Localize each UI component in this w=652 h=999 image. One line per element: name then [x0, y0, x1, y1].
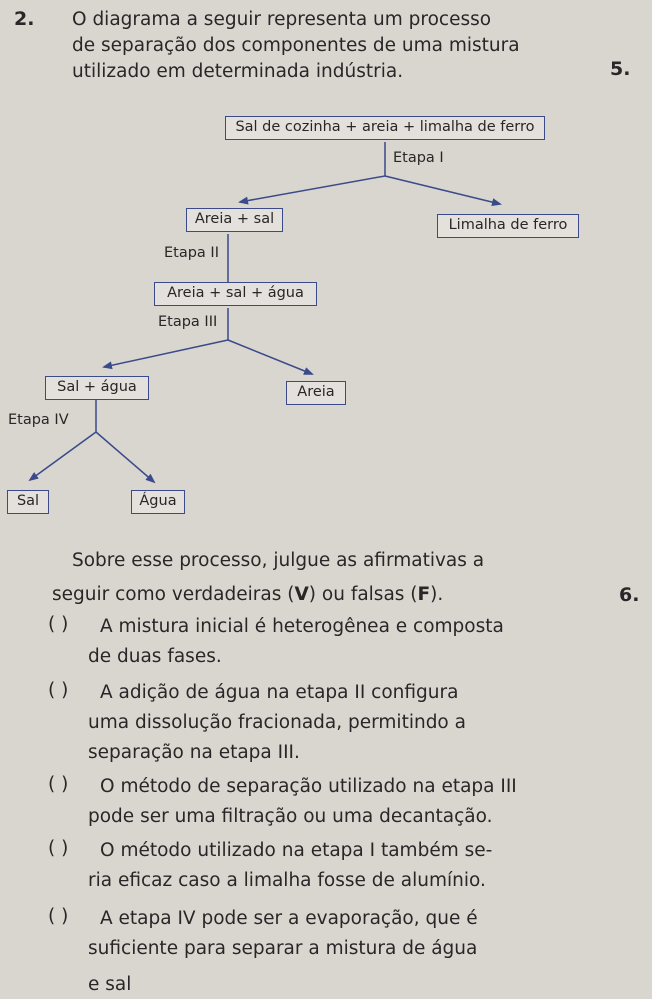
statement-4-line-2: ria eficaz caso a limalha fosse de alumínio. — [88, 870, 486, 891]
node-sal: Sal — [7, 490, 49, 514]
node-initial-mixture: Sal de cozinha + areia + limalha de ferro — [225, 116, 545, 140]
step-label-2: Etapa II — [164, 245, 219, 261]
statement-4-line-1: O método utilizado na etapa I também se- — [100, 840, 493, 861]
step-label-3: Etapa III — [158, 314, 218, 330]
statement-3-line-1: O método de separação utilizado na etapa III — [100, 776, 517, 797]
margin-number-6: 6. — [619, 584, 640, 606]
node-areia-sal: Areia + sal — [186, 208, 283, 232]
statement-1-mark: ( ) — [48, 614, 69, 635]
statement-2-line-2: uma dissolução fracionada, permitindo a — [88, 712, 466, 733]
statement-3-line-2: pode ser uma filtração ou uma decantação. — [88, 806, 493, 827]
statement-2-mark: ( ) — [48, 680, 69, 701]
statement-3-mark: ( ) — [48, 774, 69, 795]
statement-5-line-1: A etapa IV pode ser a evaporação, que é — [100, 908, 478, 929]
node-areia: Areia — [286, 381, 346, 405]
statement-2-line-1: A adição de água na etapa II configura — [100, 682, 459, 703]
question-text-line-1: O diagrama a seguir representa um processo — [72, 9, 492, 30]
arrow-to-sal-agua — [104, 340, 228, 367]
node-agua: Água — [131, 490, 185, 514]
prompt-line-2: seguir como verdadeiras (V) ou falsas (F). — [52, 584, 444, 605]
margin-number-5: 5. — [610, 58, 631, 80]
node-limalha: Limalha de ferro — [437, 214, 579, 238]
arrow-to-sal — [30, 432, 96, 480]
node-areia-sal-agua: Areia + sal + água — [154, 282, 317, 306]
statement-5-line-2: suficiente para separar a mistura de água — [88, 938, 478, 959]
statement-1-line-1: A mistura inicial é heterogênea e composta — [100, 616, 504, 637]
arrow-to-areia-sal — [240, 176, 385, 202]
statement-1-line-2: de duas fases. — [88, 646, 222, 667]
question-number: 2. — [14, 8, 35, 30]
prompt-line-1: Sobre esse processo, julgue as afirmativas a — [72, 550, 485, 571]
arrow-to-areia — [228, 340, 312, 374]
step-label-1: Etapa I — [393, 150, 444, 166]
arrow-to-agua — [96, 432, 154, 482]
statement-5-line-3: e sal — [88, 974, 132, 995]
statement-4-mark: ( ) — [48, 838, 69, 859]
arrow-to-limalha — [385, 176, 500, 204]
question-text-line-2: de separação dos componentes de uma mistura — [72, 35, 520, 56]
node-sal-agua: Sal + água — [45, 376, 149, 400]
step-label-4: Etapa IV — [8, 412, 69, 428]
statement-2-line-3: separação na etapa III. — [88, 742, 300, 763]
question-text-line-3: utilizado em determinada indústria. — [72, 61, 404, 82]
statement-5-mark: ( ) — [48, 906, 69, 927]
